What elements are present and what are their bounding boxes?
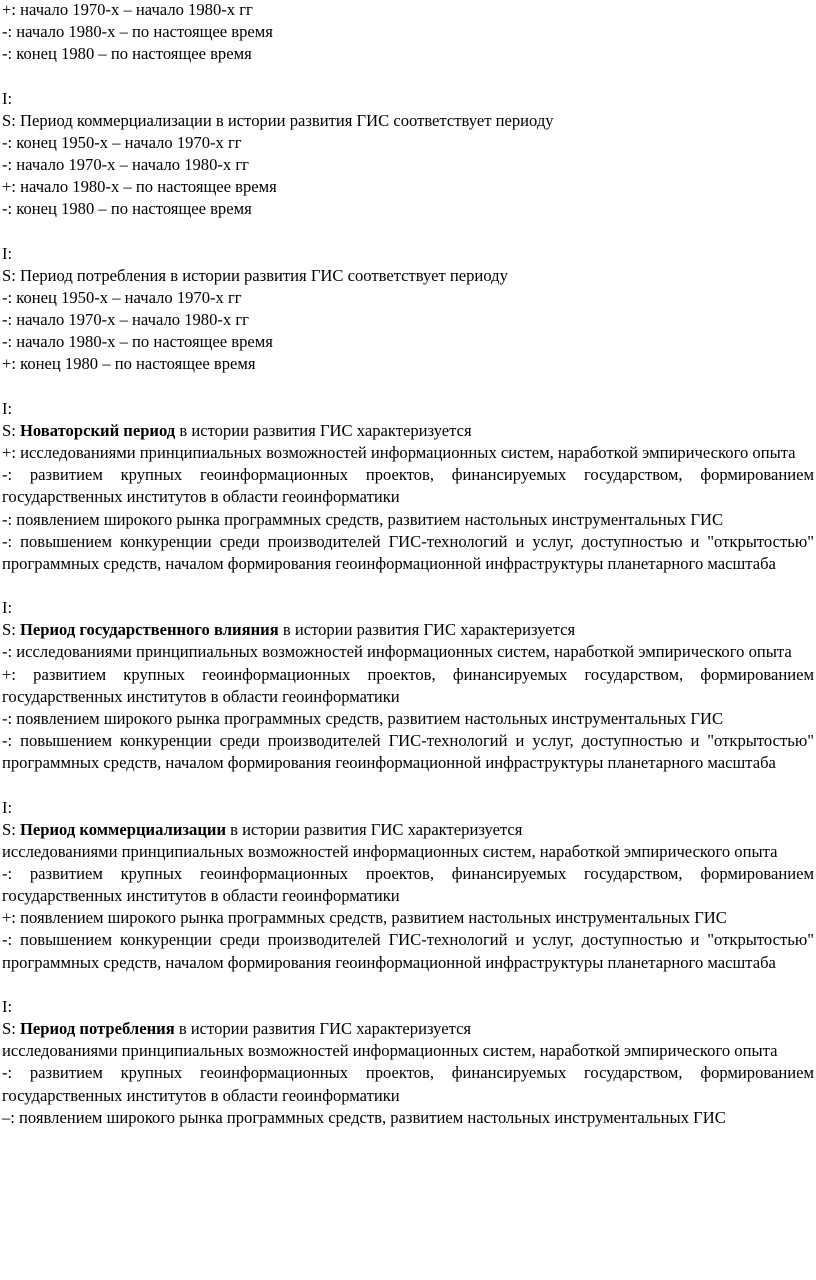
question-term: Новаторский период (20, 420, 176, 440)
question-block-consumption-period (2, 243, 814, 376)
blank-line (2, 376, 814, 398)
question-prefix: S: (2, 819, 20, 839)
question-marker: I: (2, 243, 13, 263)
answer-option: -: повышением конкуренции среди производителей ГИС-технологий и услуг, доступностью и "открытостью" программных средств, началом формирования геоинформационной инфраструктуры планетарного масштаба (2, 731, 814, 773)
answer-option: -: конец 1950-х – начало 1970-х гг (2, 132, 242, 152)
answer-option: +: исследованиями принципиальных возможностей информационных систем, наработкой эмпирического опыта (2, 443, 796, 463)
answer-option: -: начало 1980-х – по настоящее время (2, 332, 273, 352)
answer-option: -: начало 1980-х – по настоящее время (2, 22, 273, 42)
question-rest: в истории развития ГИС характеризуется (174, 1019, 472, 1039)
question-text (2, 819, 814, 841)
question-block-commercialization-period (2, 88, 814, 221)
question-block-commercialization-characteristics (2, 797, 814, 974)
blank-line (2, 575, 814, 597)
question-text: S: Период коммерциализации в истории развития ГИС соответствует периоду (2, 110, 554, 130)
question-text: S: Период потребления в истории развития ГИС соответствует периоду (2, 265, 508, 285)
question-marker: I: (2, 88, 13, 108)
answer-option: -: исследованиями принципиальных возможностей информационных систем, наработкой эмпирического опыта (2, 642, 792, 662)
question-term: Период потребления (20, 1019, 175, 1039)
question-rest: в истории развития ГИС характеризуется (226, 819, 523, 839)
question-block-innovative-characteristics (2, 398, 814, 575)
answer-option: +: появлением широкого рынка программных средств, развитием настольных инструментальных ГИС (2, 908, 727, 928)
question-prefix: S: (2, 1019, 20, 1039)
answer-option: -: появлением широкого рынка программных средств, развитием настольных инструментальных ГИС (2, 708, 724, 728)
answer-option: исследованиями принципиальных возможностей информационных систем, наработкой эмпирического опыта (2, 841, 778, 861)
question-text (2, 1018, 814, 1040)
blank-line (2, 774, 814, 796)
answer-option: -: появлением широкого рынка программных средств, развитием настольных инструментальных ГИС (2, 509, 724, 529)
answer-option: -: повышением конкуренции среди производителей ГИС-технологий и услуг, доступностью и "открытостью" программных средств, началом формирования геоинформационной инфраструктуры планетарного масштаба (2, 531, 814, 573)
question-marker: I: (2, 598, 13, 618)
answer-option: -: развитием крупных геоинформационных проектов, финансируемых государством, формированием государственных институтов в области геоинформатики (2, 864, 814, 906)
answer-option: -: развитием крупных геоинформационных проектов, финансируемых государством, формированием государственных институтов в области геоинформатики (2, 465, 814, 507)
answer-option: –: появлением широкого рынка программных средств, развитием настольных инструментальных ГИС (2, 1107, 726, 1127)
answer-option: +: развитием крупных геоинформационных проектов, финансируемых государством, формированием государственных институтов в области геоинформатики (2, 664, 814, 706)
blank-line (2, 65, 814, 87)
question-term: Период коммерциализации (20, 819, 227, 839)
answer-option: -: развитием крупных геоинформационных проектов, финансируемых государством, формированием государственных институтов в области геоинформатики (2, 1063, 814, 1105)
question-block-state-influence-characteristics (2, 597, 814, 774)
question-marker: I: (2, 398, 13, 418)
answer-option: -: начало 1970-х – начало 1980-х гг (2, 310, 249, 330)
blank-line (2, 221, 814, 243)
question-text (2, 619, 814, 641)
answer-option: +: начало 1970-х – начало 1980-х гг (2, 0, 253, 19)
question-rest: в истории развития ГИС характеризуется (278, 620, 576, 640)
answer-option: -: конец 1980 – по настоящее время (2, 44, 252, 64)
question-prefix: S: (2, 420, 20, 440)
question-block-previous (2, 0, 814, 65)
question-marker: I: (2, 797, 13, 817)
question-marker: I: (2, 996, 13, 1016)
answer-option: +: конец 1980 – по настоящее время (2, 354, 256, 374)
question-text (2, 420, 814, 442)
answer-option: исследованиями принципиальных возможностей информационных систем, наработкой эмпирического опыта (2, 1041, 778, 1061)
answer-option: -: конец 1980 – по настоящее время (2, 199, 252, 219)
question-block-consumption-characteristics (2, 996, 814, 1129)
question-rest: в истории развития ГИС характеризуется (175, 420, 472, 440)
answer-option: -: конец 1950-х – начало 1970-х гг (2, 288, 242, 307)
answer-option: -: повышением конкуренции среди производителей ГИС-технологий и услуг, доступностью и "открытостью" программных средств, началом формирования геоинформационной инфраструктуры планетарного масштаба (2, 930, 814, 972)
question-prefix: S: (2, 620, 20, 640)
answer-option: -: начало 1970-х – начало 1980-х гг (2, 155, 249, 175)
blank-line (2, 974, 814, 996)
question-term: Период государственного влияния (20, 620, 279, 640)
answer-option: +: начало 1980-х – по настоящее время (2, 177, 277, 197)
